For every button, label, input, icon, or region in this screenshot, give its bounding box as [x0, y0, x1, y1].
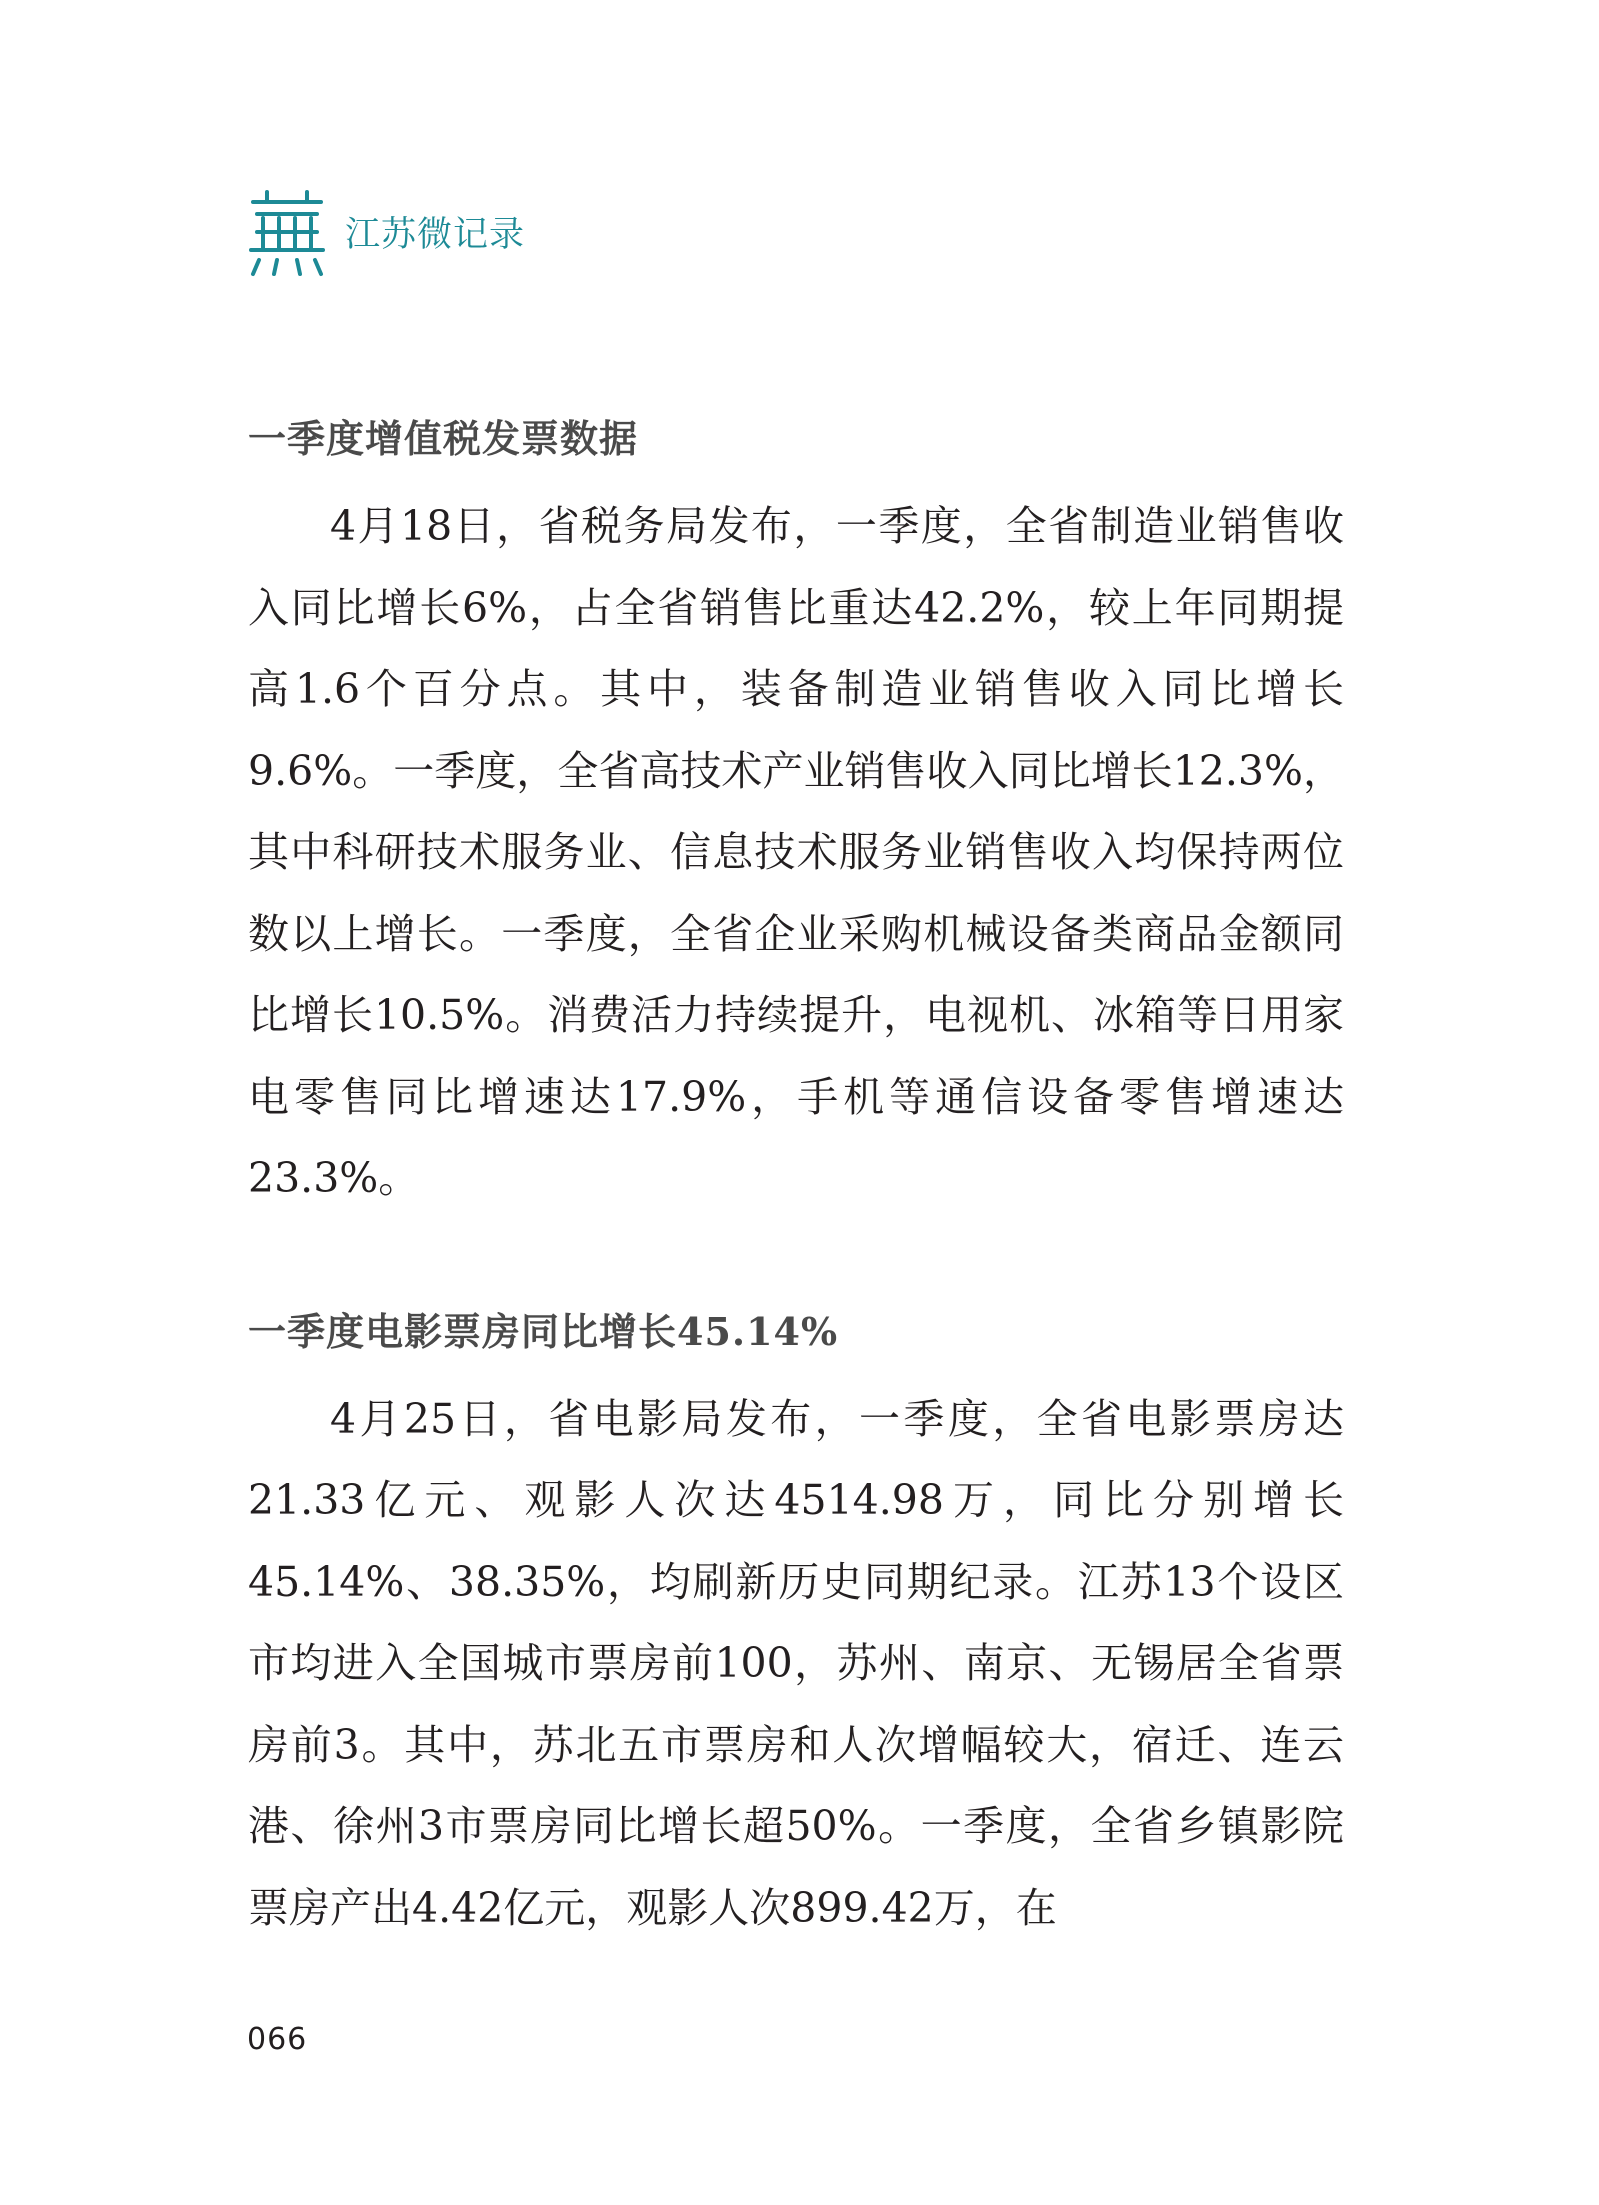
section-heading: 一季度增值税发票数据	[248, 416, 639, 461]
jiangsu-emblem-icon	[247, 188, 327, 278]
article-content	[248, 398, 1344, 1949]
article-section	[248, 1291, 1344, 1950]
section-heading: 一季度电影票房同比增长45.14%	[248, 1308, 839, 1354]
page-number: 066	[247, 2022, 308, 2057]
page-header	[247, 188, 525, 278]
article-section	[248, 398, 1344, 1220]
series-title: 江苏微记录	[345, 214, 526, 255]
section-paragraph: 4月25日，省电影局发布，一季度，全省电影票房达21.33亿元、观影人次达4514.98万，同比分别增长45.14%、38.35%，均刷新历史同期纪录。江苏13个设区市均进入全国城市票房前100，苏州、南京、无锡居全省票房前3。其中，苏北五市票房和人次增幅较大，宿迁、连云港、徐州3市票房同比增长超50%。一季度，全省乡镇影院票房产出4.42亿元，观影人次899.42万，在	[248, 1394, 1344, 1932]
section-paragraph: 4月18日，省税务局发布，一季度，全省制造业销售收入同比增长6%，占全省销售比重达42.2%，较上年同期提高1.6个百分点。其中，装备制造业销售收入同比增长9.6%。一季度，全省高技术产业销售收入同比增长12.3%，其中科研技术服务业、信息技术服务业销售收入均保持两位数以上增长。一季度，全省企业采购机械设备类商品金额同比增长10.5%。消费活力持续提升，电视机、冰箱等日用家电零售同比增速达17.9%，手机等通信设备零售增速达23.3%。	[248, 502, 1344, 1202]
